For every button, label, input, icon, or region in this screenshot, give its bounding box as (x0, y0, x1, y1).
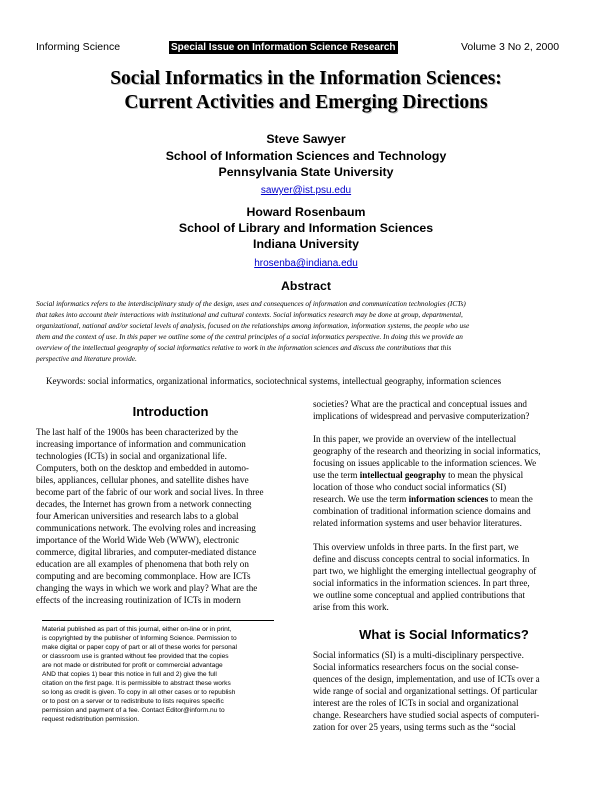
body-line: societies? What are the practical and conceptual issues and (313, 399, 527, 409)
copyright-line: Material published as part of this journal, either on-line or in print, (42, 626, 232, 633)
body-line: social informatics in the information sciences. In part three, (313, 578, 530, 588)
copyright-line: so long as credit is given. To copy in all other cases or to republish (42, 689, 236, 696)
abstract-line: perspective and literature provide. (36, 354, 137, 363)
body-line: we outline some conceptual and applied contributions that (313, 590, 525, 600)
copyright-line: or classroom use is granted without fee provided that the copies (42, 653, 229, 660)
body-line: part two, we highlight the emerging intellectual geography of (313, 566, 537, 576)
body-line: wide range of social and organizational settings. Of particular (313, 686, 538, 696)
body-line: increasing importance of information and communication (36, 439, 246, 449)
body-line: quences of the design, implementation, and use of ICTs over a (313, 674, 540, 684)
author-name: Steve Sawyer (266, 132, 346, 146)
body-line: changing the ways in which we work and play? What are the (36, 583, 258, 593)
body-line: computing and are becoming commonplace. How are ICTs (36, 571, 251, 581)
text-run: to mean the physical (445, 470, 524, 480)
body-line: combination of traditional information science domains and (313, 506, 531, 516)
volume-info: Volume 3 No 2, 2000 (461, 41, 560, 53)
body-line: change. Researchers have studied social aspects of computeri- (313, 710, 540, 720)
term-intellectual-geography: intellectual geography (359, 470, 446, 480)
abstract-heading: Abstract (281, 279, 331, 293)
body-line: become part of the fabric of our work and social lives. In three (36, 487, 264, 497)
body-line: Computers, both on the desktop and embedded in automo- (36, 463, 249, 473)
copyright-line: is copyrighted by the publisher of Informing Science. Permission to (42, 635, 237, 642)
body-line: Social informatics (SI) is a multi-disciplinary perspective. (313, 650, 524, 660)
author-university: Pennsylvania State University (218, 165, 394, 179)
author-email-link[interactable]: hrosenba@indiana.edu (254, 258, 358, 269)
body-line: focusing on issues applicable to the information sciences. We (313, 458, 537, 468)
abstract-line: Social informatics refers to the interdisciplinary study of the design, uses and consequences of information and communication technologies (ICTs) (36, 299, 466, 308)
body-line: implications of widespread and pervasive computerization? (313, 411, 530, 421)
keywords: Keywords: social informatics, organizational informatics, sociotechnical systems, intellectual geography, information sciences (46, 376, 502, 386)
copyright-line: or to post on a server or to redistribute to lists requires specific (42, 698, 224, 705)
body-line: The last half of the 1900s has been characterized by the (36, 427, 238, 437)
abstract-line: organizational, national and/or societal levels of analysis, focused on the relationships among information, information systems, the people who use (36, 321, 470, 330)
body-line: biles, appliances, cellular phones, and satellite dishes have (36, 475, 249, 485)
body-line: commerce, digital libraries, and computer-mediated distance (36, 547, 257, 557)
body-line: technologies (ICTs) in social and organizational life. (36, 451, 227, 461)
body-line: effects of the increasing routinization of ICTs in modern (36, 595, 241, 605)
what-is-si-heading: What is Social Informatics? (359, 627, 529, 642)
abstract-line: overview of the intellectual geography of social informatics relative to work in the information sciences and discuss the contributions that this (36, 343, 452, 352)
body-line: In this paper, we provide an overview of the intellectual (313, 434, 517, 444)
text-run: research. We use the term (313, 494, 409, 504)
copyright-line: are not made or distributed for profit or commercial advantage (42, 662, 223, 669)
body-line: related information systems and user behavior literatures. (313, 518, 522, 528)
copyright-line: AND that copies 1) bear this notice in full and 2) give the full (42, 671, 217, 678)
author-school: School of Information Sciences and Technology (165, 149, 447, 163)
author-email-row (40, 258, 572, 270)
abstract-line: them and the context of use. In this paper we outline some of the central principles of a social informatics perspective. In doing this we provide an (36, 332, 463, 341)
body-line: Social informatics researchers focus on the social conse- (313, 662, 519, 672)
abstract-line: that takes into account their interactions with institutional and cultural contexts. Social informatics research may be done at group, departmental, (36, 310, 463, 319)
text-run: to mean the (488, 494, 533, 504)
author-email-link[interactable]: sawyer@ist.psu.edu (260, 185, 352, 196)
body-line: importance of the World Wide Web (WWW), electronic (36, 535, 240, 545)
body-line: interest are the roles of ICTs in social and organizational (313, 698, 519, 708)
author-school: School of Library and Information Sciences (178, 221, 434, 235)
journal-name: Informing Science (36, 41, 121, 53)
author-email-row (40, 185, 572, 197)
introduction-heading: Introduction (132, 404, 209, 419)
copyright-line: request redistribution permission. (42, 716, 140, 723)
copyright-line: make digital or paper copy of part or all of these works for personal (42, 644, 237, 651)
body-line: four American universities and research labs to a global (36, 511, 239, 521)
body-line: define and discuss concepts central to social informatics. In (313, 554, 530, 564)
footnote-divider (42, 620, 274, 621)
body-line (313, 493, 533, 505)
body-line: communications network. The evolving roles and increasing (36, 523, 256, 533)
copyright-line: citation on the first page. It is permissible to abstract these works (42, 680, 231, 687)
body-line: zation for over 25 years, using terms such as the “social (313, 722, 516, 732)
body-line: arise from this work. (313, 602, 389, 612)
paper-title-line-2: Current Activities and Emerging Directions (124, 92, 488, 113)
body-line: decades, the Internet has grown from a network connecting (36, 499, 252, 509)
body-line: education are all examples of phenomena that both rely on (36, 559, 249, 569)
term-information-sciences: information sciences (408, 494, 489, 504)
special-issue-banner: Special Issue on Information Science Research (171, 42, 396, 53)
text-run: use the term (313, 470, 360, 480)
body-line: geography of the research and theorizing in social informatics, (313, 446, 541, 456)
paper-title-line-1: Social Informatics in the Information Sciences: (110, 68, 502, 89)
body-line: location of those who conduct social informatics (SI) (313, 482, 507, 492)
copyright-line: permission and payment of a fee. Contact Editor@inform.nu to (42, 707, 225, 714)
body-line: This overview unfolds in three parts. In the first part, we (313, 542, 519, 552)
author-university: Indiana University (253, 237, 359, 251)
body-line (313, 469, 523, 481)
author-name: Howard Rosenbaum (246, 205, 366, 219)
